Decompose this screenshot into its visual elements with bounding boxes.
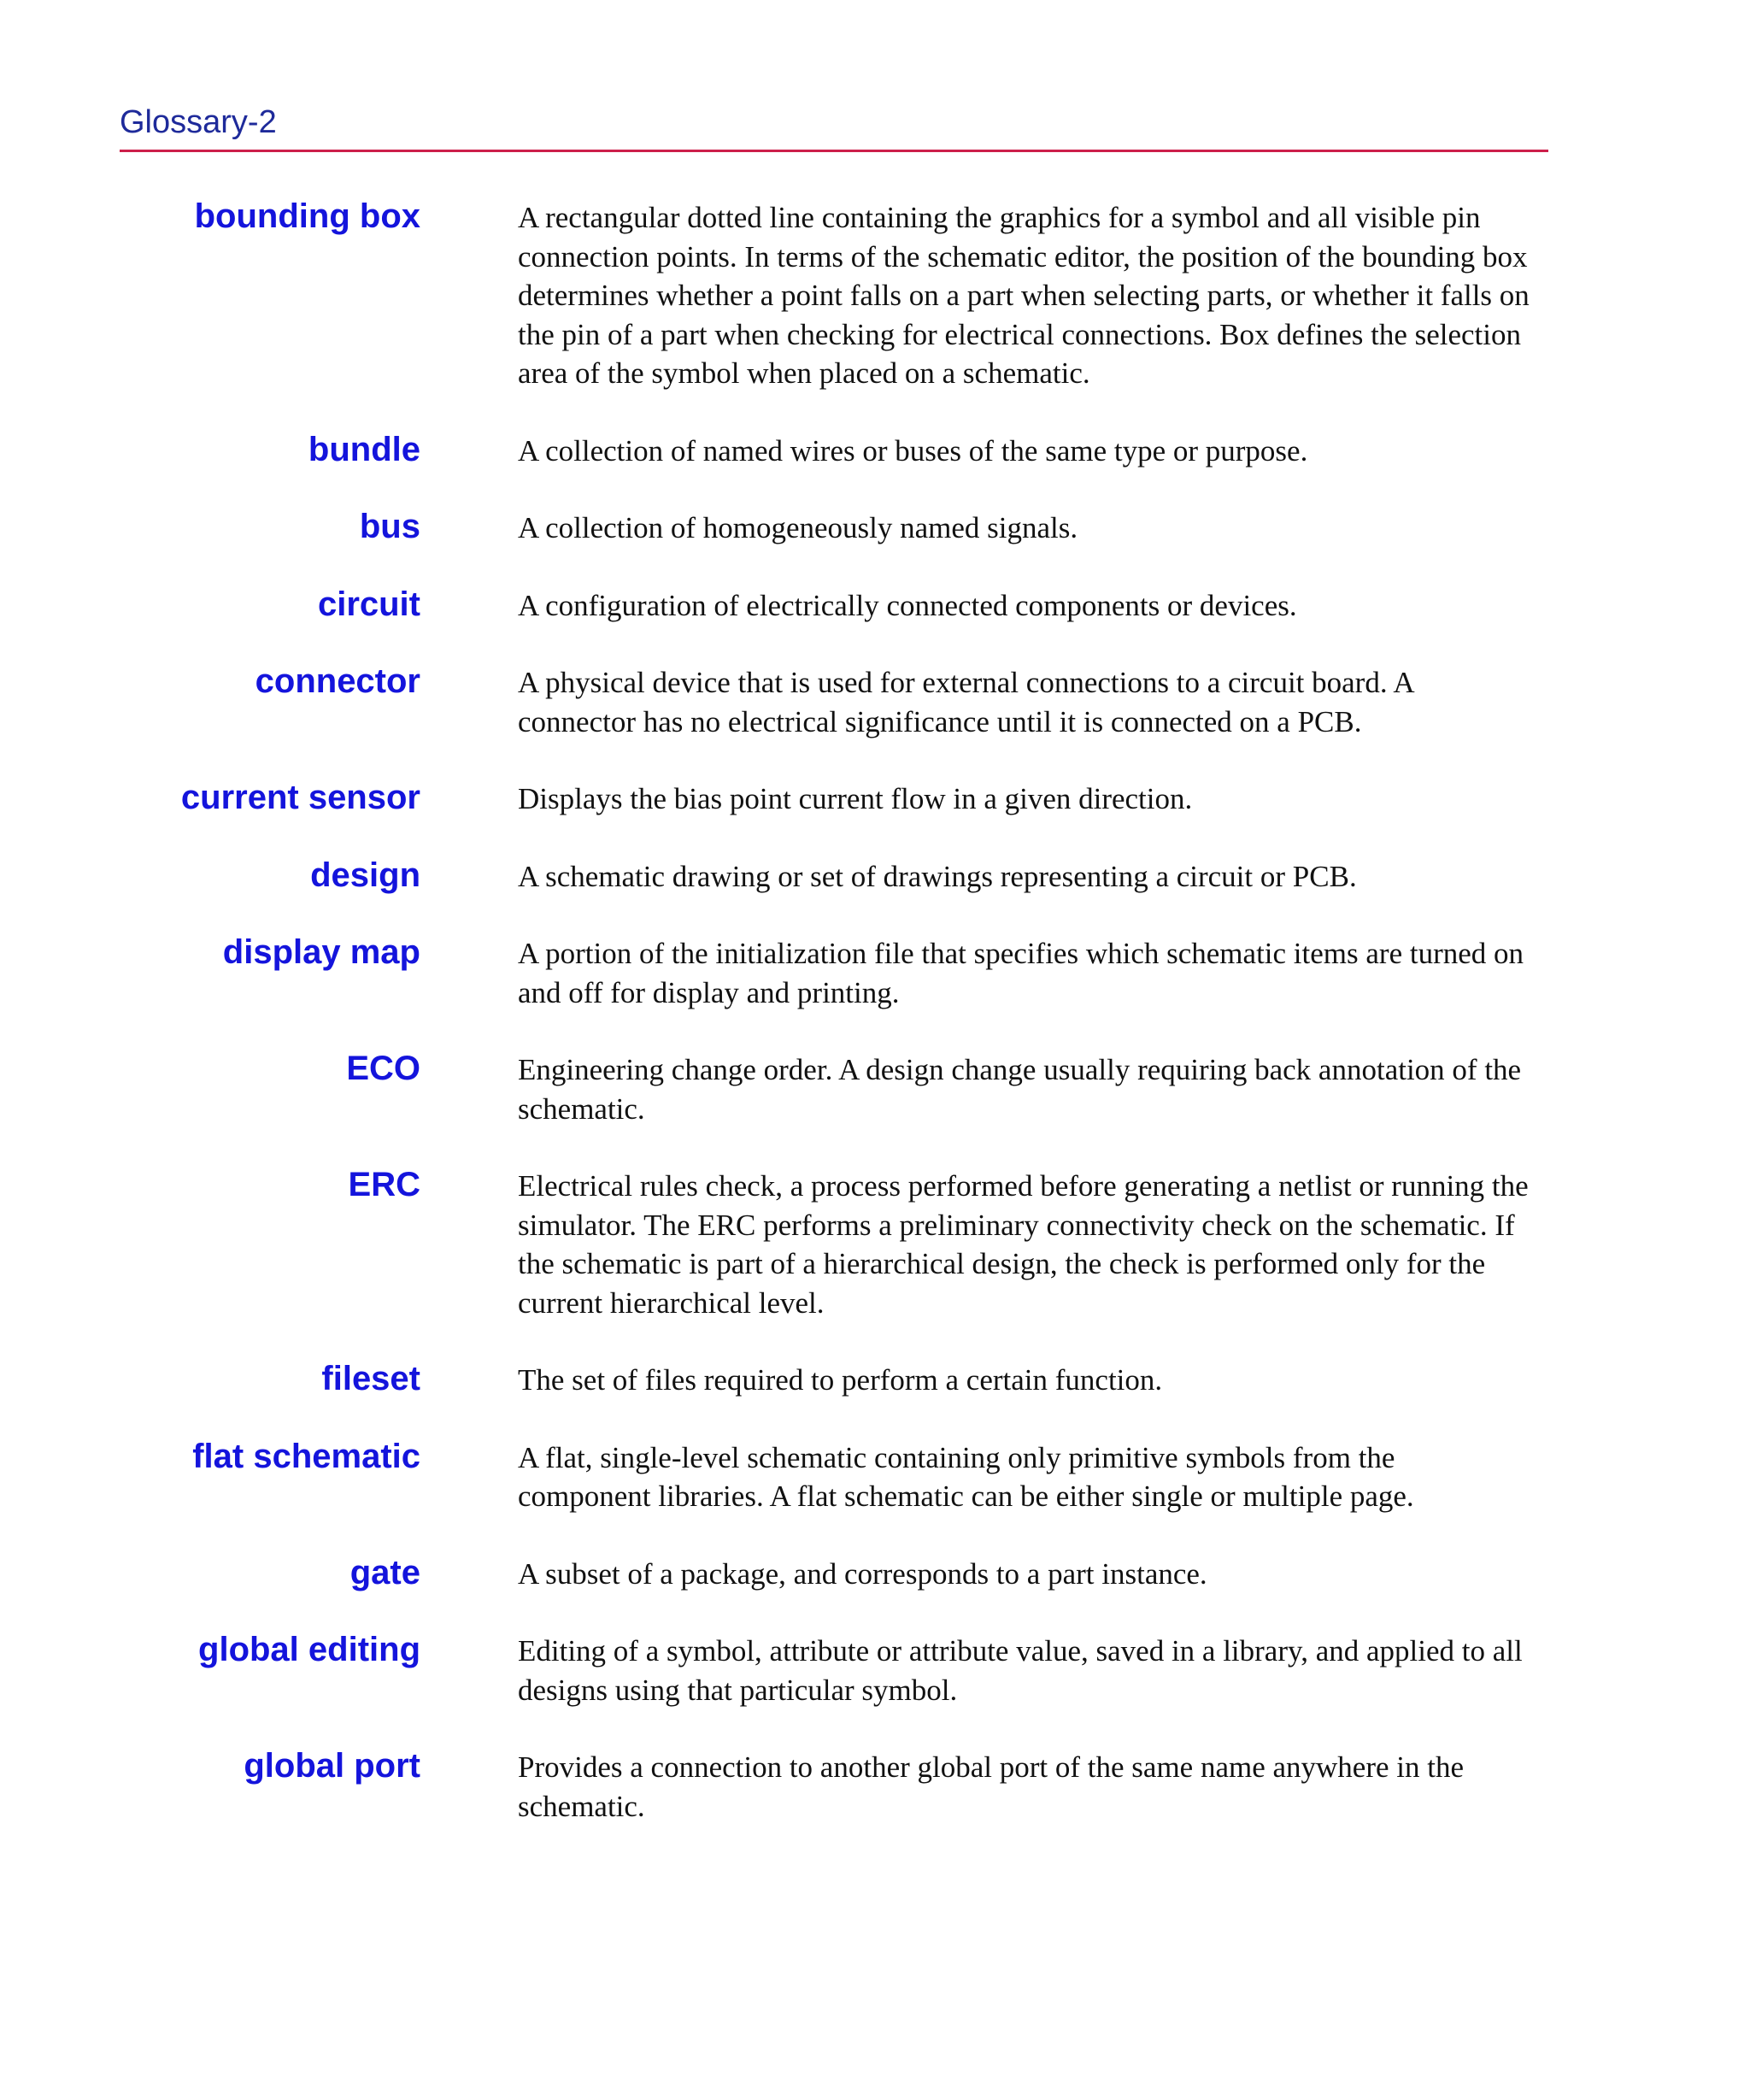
glossary-definition: A subset of a package, and corresponds to a part instance. (518, 1556, 1207, 1591)
glossary-term: display map (222, 933, 420, 971)
header-divider (120, 150, 1548, 152)
glossary-definition: Provides a connection to another global port of the same name anywhere in the schematic. (518, 1750, 1465, 1823)
glossary-term: bus (359, 508, 420, 545)
glossary-entry-global-port (0, 1748, 1750, 1826)
glossary-term: circuit (317, 585, 420, 623)
glossary-entry-bundle (0, 432, 1750, 471)
glossary-term: ECO (346, 1050, 420, 1087)
glossary-entry-connector (0, 663, 1750, 741)
glossary-definition: Displays the bias point current flow in a given direction. (518, 782, 1193, 815)
glossary-entry-fileset (0, 1361, 1750, 1400)
glossary-term: fileset (321, 1360, 420, 1397)
glossary-definition: A collection of homogeneously named signals. (518, 511, 1078, 544)
glossary-entry-display-map (0, 934, 1750, 1012)
glossary-definition: A flat, single-level schematic containing only primitive symbols from the component libraries. A flat schematic can be either single or multiple page. (518, 1440, 1414, 1513)
glossary-term: bundle (308, 430, 420, 468)
glossary-entry-circuit (0, 586, 1750, 626)
glossary-definition: A schematic drawing or set of drawings representing a circuit or PCB. (518, 859, 1357, 893)
glossary-entry-eco (0, 1050, 1750, 1128)
glossary-definition: A portion of the initialization file that specifies which schematic items are turned on and off for display and printing. (518, 937, 1524, 1009)
page-header-title: Glossary-2 (120, 104, 277, 140)
glossary-entry-current-sensor (0, 779, 1750, 819)
glossary-list (0, 198, 1750, 1864)
glossary-definition: Engineering change order. A design change usually requiring back annotation of the schematic. (518, 1053, 1522, 1126)
glossary-definition: Editing of a symbol, attribute or attribute value, saved in a library, and applied to all designs using that particular symbol. (518, 1634, 1523, 1707)
glossary-definition: A rectangular dotted line containing the graphics for a symbol and all visible pin connection points. In terms of the schematic editor, the position of the bounding box determines whether a point falls on a part when selecting parts, or whether it falls on the pin of a part when checking for electrical connections. Box defines the selection area of the symbol when placed on a schematic. (518, 201, 1530, 390)
glossary-term: global editing (198, 1631, 420, 1668)
glossary-entry-global-editing (0, 1632, 1750, 1709)
glossary-definition: A collection of named wires or buses of the same type or purpose. (518, 433, 1308, 468)
glossary-definition: A physical device that is used for external connections to a circuit board. A connector has no electrical significance until it is connected on a PCB. (518, 666, 1413, 738)
glossary-term: global port (244, 1747, 420, 1785)
glossary-term: bounding box (194, 197, 420, 235)
glossary-definition: The set of files required to perform a certain function. (518, 1363, 1163, 1397)
glossary-entry-bounding-box (0, 198, 1750, 393)
glossary-term: flat schematic (192, 1437, 420, 1475)
glossary-term: ERC (348, 1166, 420, 1203)
glossary-term: gate (349, 1553, 420, 1591)
glossary-entry-bus (0, 509, 1750, 548)
glossary-entry-flat-schematic (0, 1438, 1750, 1516)
glossary-term: current sensor (180, 779, 420, 816)
glossary-entry-erc (0, 1167, 1750, 1322)
glossary-entry-gate (0, 1555, 1750, 1594)
glossary-definition: Electrical rules check, a process performed before generating a netlist or running the simulator. The ERC performs a preliminary connectivity check on the schematic. If the schematic is part of a hierarchical design, the check is performed only for the current hierarchical level. (518, 1169, 1529, 1320)
glossary-term: design (310, 856, 420, 894)
glossary-entry-design (0, 857, 1750, 897)
glossary-definition: A configuration of electrically connected components or devices. (518, 588, 1297, 622)
glossary-term: connector (255, 662, 420, 700)
